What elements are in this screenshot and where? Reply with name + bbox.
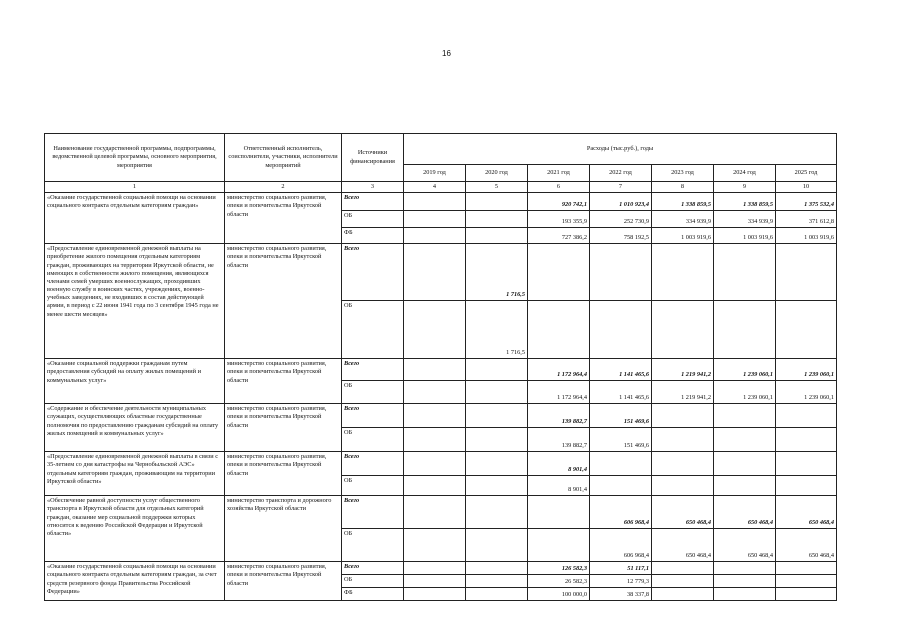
- expense-value: [466, 575, 528, 588]
- expense-value: [590, 301, 652, 359]
- expense-value: 126 582,3: [528, 562, 590, 575]
- funding-source: Всего: [342, 244, 404, 301]
- expense-value: [404, 301, 466, 359]
- expense-value: 1 003 919,6: [714, 228, 776, 244]
- expense-value: [404, 404, 466, 428]
- expense-value: 1 716,5: [466, 301, 528, 359]
- expense-value: 139 882,7: [528, 428, 590, 452]
- column-index: 9: [714, 182, 776, 193]
- expense-value: [776, 452, 837, 476]
- expense-value: [714, 244, 776, 301]
- funding-source: ФБ: [342, 228, 404, 244]
- funding-source: Всего: [342, 496, 404, 529]
- program-name: «Предоставление единовременной денежной выплаты на приобретение жилого помещения отдельным категориям граждан, проживающих на территории Иркутской области, не имеющих в собственности жилого помещения, являющихся членами семей умерших военнослужащих, проходивших военную службу в воинских частях, учреждениях, военно-учебных заведениях, не входивших в состав действующей армии, в период с 22 июня 1941 года по 3 сентября 1945 года не менее шести месяцев»: [45, 244, 225, 359]
- funding-source: ОБ: [342, 575, 404, 588]
- program-name: «Содержание и обеспечение деятельности муниципальных служащих, осуществляющих областные государственные полномочия по предоставлению гражданам субсидий на оплату жилых помещений и коммунальных услуг»: [45, 404, 225, 452]
- expense-value: [776, 562, 837, 575]
- expense-value: [466, 496, 528, 529]
- executor-name: министерство социального развития, опеки и попечительства Иркутской области: [225, 452, 342, 496]
- expense-value: [714, 404, 776, 428]
- expense-value: 38 337,8: [590, 588, 652, 601]
- expense-value: [590, 476, 652, 496]
- expense-value: [528, 301, 590, 359]
- expense-value: 1 219 941,2: [652, 381, 714, 404]
- table-row: [45, 359, 837, 381]
- funding-source: Всего: [342, 404, 404, 428]
- expense-value: 1 172 964,4: [528, 359, 590, 381]
- header-program: Наименование государственной программы, подпрограммы, ведомственной целевой программы, основного мероприятия, мероприятия: [45, 134, 225, 182]
- expense-value: [466, 381, 528, 404]
- column-index: 5: [466, 182, 528, 193]
- expense-value: 1 172 964,4: [528, 381, 590, 404]
- expense-value: [714, 428, 776, 452]
- expense-value: 650 468,4: [714, 529, 776, 562]
- executor-name: министерство социального развития, опеки и попечительства Иркутской области: [225, 562, 342, 601]
- expense-value: 650 468,4: [714, 496, 776, 529]
- expense-value: [776, 575, 837, 588]
- expense-value: [714, 575, 776, 588]
- expense-value: [466, 193, 528, 211]
- header-executor: Ответственный исполнитель, соисполнители, участники, исполнители мероприятий: [225, 134, 342, 182]
- funding-source: ОБ: [342, 529, 404, 562]
- expense-value: [652, 476, 714, 496]
- table-row: [45, 452, 837, 476]
- expense-value: 334 939,9: [714, 211, 776, 228]
- column-index: 6: [528, 182, 590, 193]
- column-index: 7: [590, 182, 652, 193]
- column-index: 8: [652, 182, 714, 193]
- expense-value: [714, 476, 776, 496]
- expense-value: [466, 476, 528, 496]
- expense-value: 1 141 465,6: [590, 381, 652, 404]
- program-name: «Обеспечение равной доступности услуг общественного транспорта в Иркутской области для отдельных категорий граждан, оказание мер социальной поддержки которых относится к ведению Российской Федерации и Иркутской области»: [45, 496, 225, 562]
- expense-value: [652, 575, 714, 588]
- expense-value: [652, 428, 714, 452]
- expense-value: [528, 529, 590, 562]
- expense-value: 758 192,5: [590, 228, 652, 244]
- expense-value: 1 239 060,1: [714, 381, 776, 404]
- expense-value: [652, 301, 714, 359]
- header-source: Источники финансирования: [342, 134, 404, 182]
- expense-value: [404, 193, 466, 211]
- expense-value: 1 239 060,1: [776, 359, 837, 381]
- table-row: [45, 496, 837, 529]
- expense-value: [714, 562, 776, 575]
- expense-value: [466, 211, 528, 228]
- expense-value: [404, 575, 466, 588]
- expense-value: 193 355,9: [528, 211, 590, 228]
- expense-value: 371 612,8: [776, 211, 837, 228]
- expense-value: [404, 228, 466, 244]
- table-row: [45, 404, 837, 428]
- expense-value: [404, 211, 466, 228]
- expense-value: 334 939,9: [652, 211, 714, 228]
- expense-value: 1 141 465,6: [590, 359, 652, 381]
- expense-value: [466, 588, 528, 601]
- header-year: 2023 год: [652, 165, 714, 182]
- page-number: 16: [442, 49, 451, 58]
- expense-value: [590, 452, 652, 476]
- expense-value: [466, 428, 528, 452]
- expense-value: 727 386,2: [528, 228, 590, 244]
- expense-value: 1 010 923,4: [590, 193, 652, 211]
- expense-value: 650 468,4: [776, 496, 837, 529]
- expense-value: [776, 404, 837, 428]
- expense-value: [466, 529, 528, 562]
- expense-value: 650 468,4: [652, 529, 714, 562]
- expense-value: [404, 244, 466, 301]
- column-index: 1: [45, 182, 225, 193]
- funding-source: ОБ: [342, 211, 404, 228]
- table-row: [45, 562, 837, 575]
- funding-source: ОБ: [342, 476, 404, 496]
- expense-value: 650 468,4: [652, 496, 714, 529]
- column-index: 10: [776, 182, 837, 193]
- expenses-table: [44, 133, 837, 601]
- expense-value: [466, 562, 528, 575]
- expense-value: [652, 244, 714, 301]
- program-name: «Оказание социальной поддержки гражданам путем предоставления субсидий на оплату жилых помещений и коммунальных услуг»: [45, 359, 225, 404]
- expense-value: 1 239 060,1: [776, 381, 837, 404]
- expense-value: [528, 496, 590, 529]
- executor-name: министерство социального развития, опеки и попечительства Иркутской области: [225, 359, 342, 404]
- header-year: 2025 год: [776, 165, 837, 182]
- expense-value: [714, 301, 776, 359]
- program-name: «Оказание государственной социальной помощи на основании социального контракта отдельным категориям граждан, за счет средств резервного фонда Правительства Российской Федерации»: [45, 562, 225, 601]
- expense-value: [466, 404, 528, 428]
- expense-value: [404, 476, 466, 496]
- column-index: 4: [404, 182, 466, 193]
- expense-value: [652, 404, 714, 428]
- funding-source: Всего: [342, 562, 404, 575]
- expense-value: 8 901,4: [528, 452, 590, 476]
- header-year: 2024 год: [714, 165, 776, 182]
- expense-value: [404, 496, 466, 529]
- expense-value: 606 968,4: [590, 496, 652, 529]
- executor-name: министерство транспорта и дорожного хозяйства Иркутской области: [225, 496, 342, 562]
- expense-value: 1 219 941,2: [652, 359, 714, 381]
- table-row: [45, 193, 837, 211]
- expense-value: [652, 588, 714, 601]
- funding-source: ОБ: [342, 301, 404, 359]
- expense-value: [404, 452, 466, 476]
- expense-value: 1 716,5: [466, 244, 528, 301]
- expense-value: 139 882,7: [528, 404, 590, 428]
- expense-value: 252 730,9: [590, 211, 652, 228]
- expense-value: [404, 428, 466, 452]
- expense-value: 606 968,4: [590, 529, 652, 562]
- expense-value: [404, 381, 466, 404]
- expense-value: 920 742,1: [528, 193, 590, 211]
- funding-source: Всего: [342, 359, 404, 381]
- expense-value: 100 000,0: [528, 588, 590, 601]
- funding-source: ОБ: [342, 381, 404, 404]
- expense-value: 1 338 859,5: [652, 193, 714, 211]
- executor-name: министерство социального развития, опеки и попечительства Иркутской области: [225, 244, 342, 359]
- header-year: 2021 год: [528, 165, 590, 182]
- program-name: «Оказание государственной социальной помощи на основании социального контракта отдельным категориям граждан»: [45, 193, 225, 244]
- header-year: 2022 год: [590, 165, 652, 182]
- expense-value: [652, 452, 714, 476]
- expense-value: [652, 562, 714, 575]
- column-index: 3: [342, 182, 404, 193]
- expense-value: [466, 452, 528, 476]
- funding-source: Всего: [342, 452, 404, 476]
- table-row: [45, 244, 837, 301]
- expense-value: [714, 588, 776, 601]
- header-year: 2020 год: [466, 165, 528, 182]
- expense-value: [404, 359, 466, 381]
- expense-value: [466, 228, 528, 244]
- expense-value: 1 239 060,1: [714, 359, 776, 381]
- header-year: 2019 год: [404, 165, 466, 182]
- expense-value: 151 469,6: [590, 404, 652, 428]
- expense-value: [404, 562, 466, 575]
- expense-value: [776, 476, 837, 496]
- executor-name: министерство социального развития, опеки и попечительства Иркутской области: [225, 193, 342, 244]
- expense-value: 650 468,4: [776, 529, 837, 562]
- program-name: «Предоставление единовременной денежной выплаты в связи с 35-летием со дня катастрофы на Чернобыльской АЭС» отдельным категориям граждан, проживающим на территории Иркутской области»: [45, 452, 225, 496]
- expense-value: 1 375 532,4: [776, 193, 837, 211]
- funding-source: ФБ: [342, 588, 404, 601]
- expense-value: [714, 452, 776, 476]
- expense-value: 12 779,3: [590, 575, 652, 588]
- expense-value: 8 901,4: [528, 476, 590, 496]
- expense-value: [776, 301, 837, 359]
- expense-value: [776, 244, 837, 301]
- funding-source: ОБ: [342, 428, 404, 452]
- expense-value: [528, 244, 590, 301]
- expense-value: 1 003 919,6: [652, 228, 714, 244]
- funding-source: Всего: [342, 193, 404, 211]
- expense-value: [404, 529, 466, 562]
- expense-value: [466, 359, 528, 381]
- expense-value: 1 003 919,6: [776, 228, 837, 244]
- executor-name: министерство социального развития, опеки и попечительства Иркутской области: [225, 404, 342, 452]
- expense-value: [776, 588, 837, 601]
- expense-value: [590, 244, 652, 301]
- expense-value: [776, 428, 837, 452]
- expense-value: [404, 588, 466, 601]
- expense-value: 26 582,3: [528, 575, 590, 588]
- column-index: 2: [225, 182, 342, 193]
- expense-value: 51 117,1: [590, 562, 652, 575]
- header-expenses: Расходы (тыс.руб.), годы: [404, 134, 837, 165]
- expense-value: 1 338 859,5: [714, 193, 776, 211]
- expense-value: 151 469,6: [590, 428, 652, 452]
